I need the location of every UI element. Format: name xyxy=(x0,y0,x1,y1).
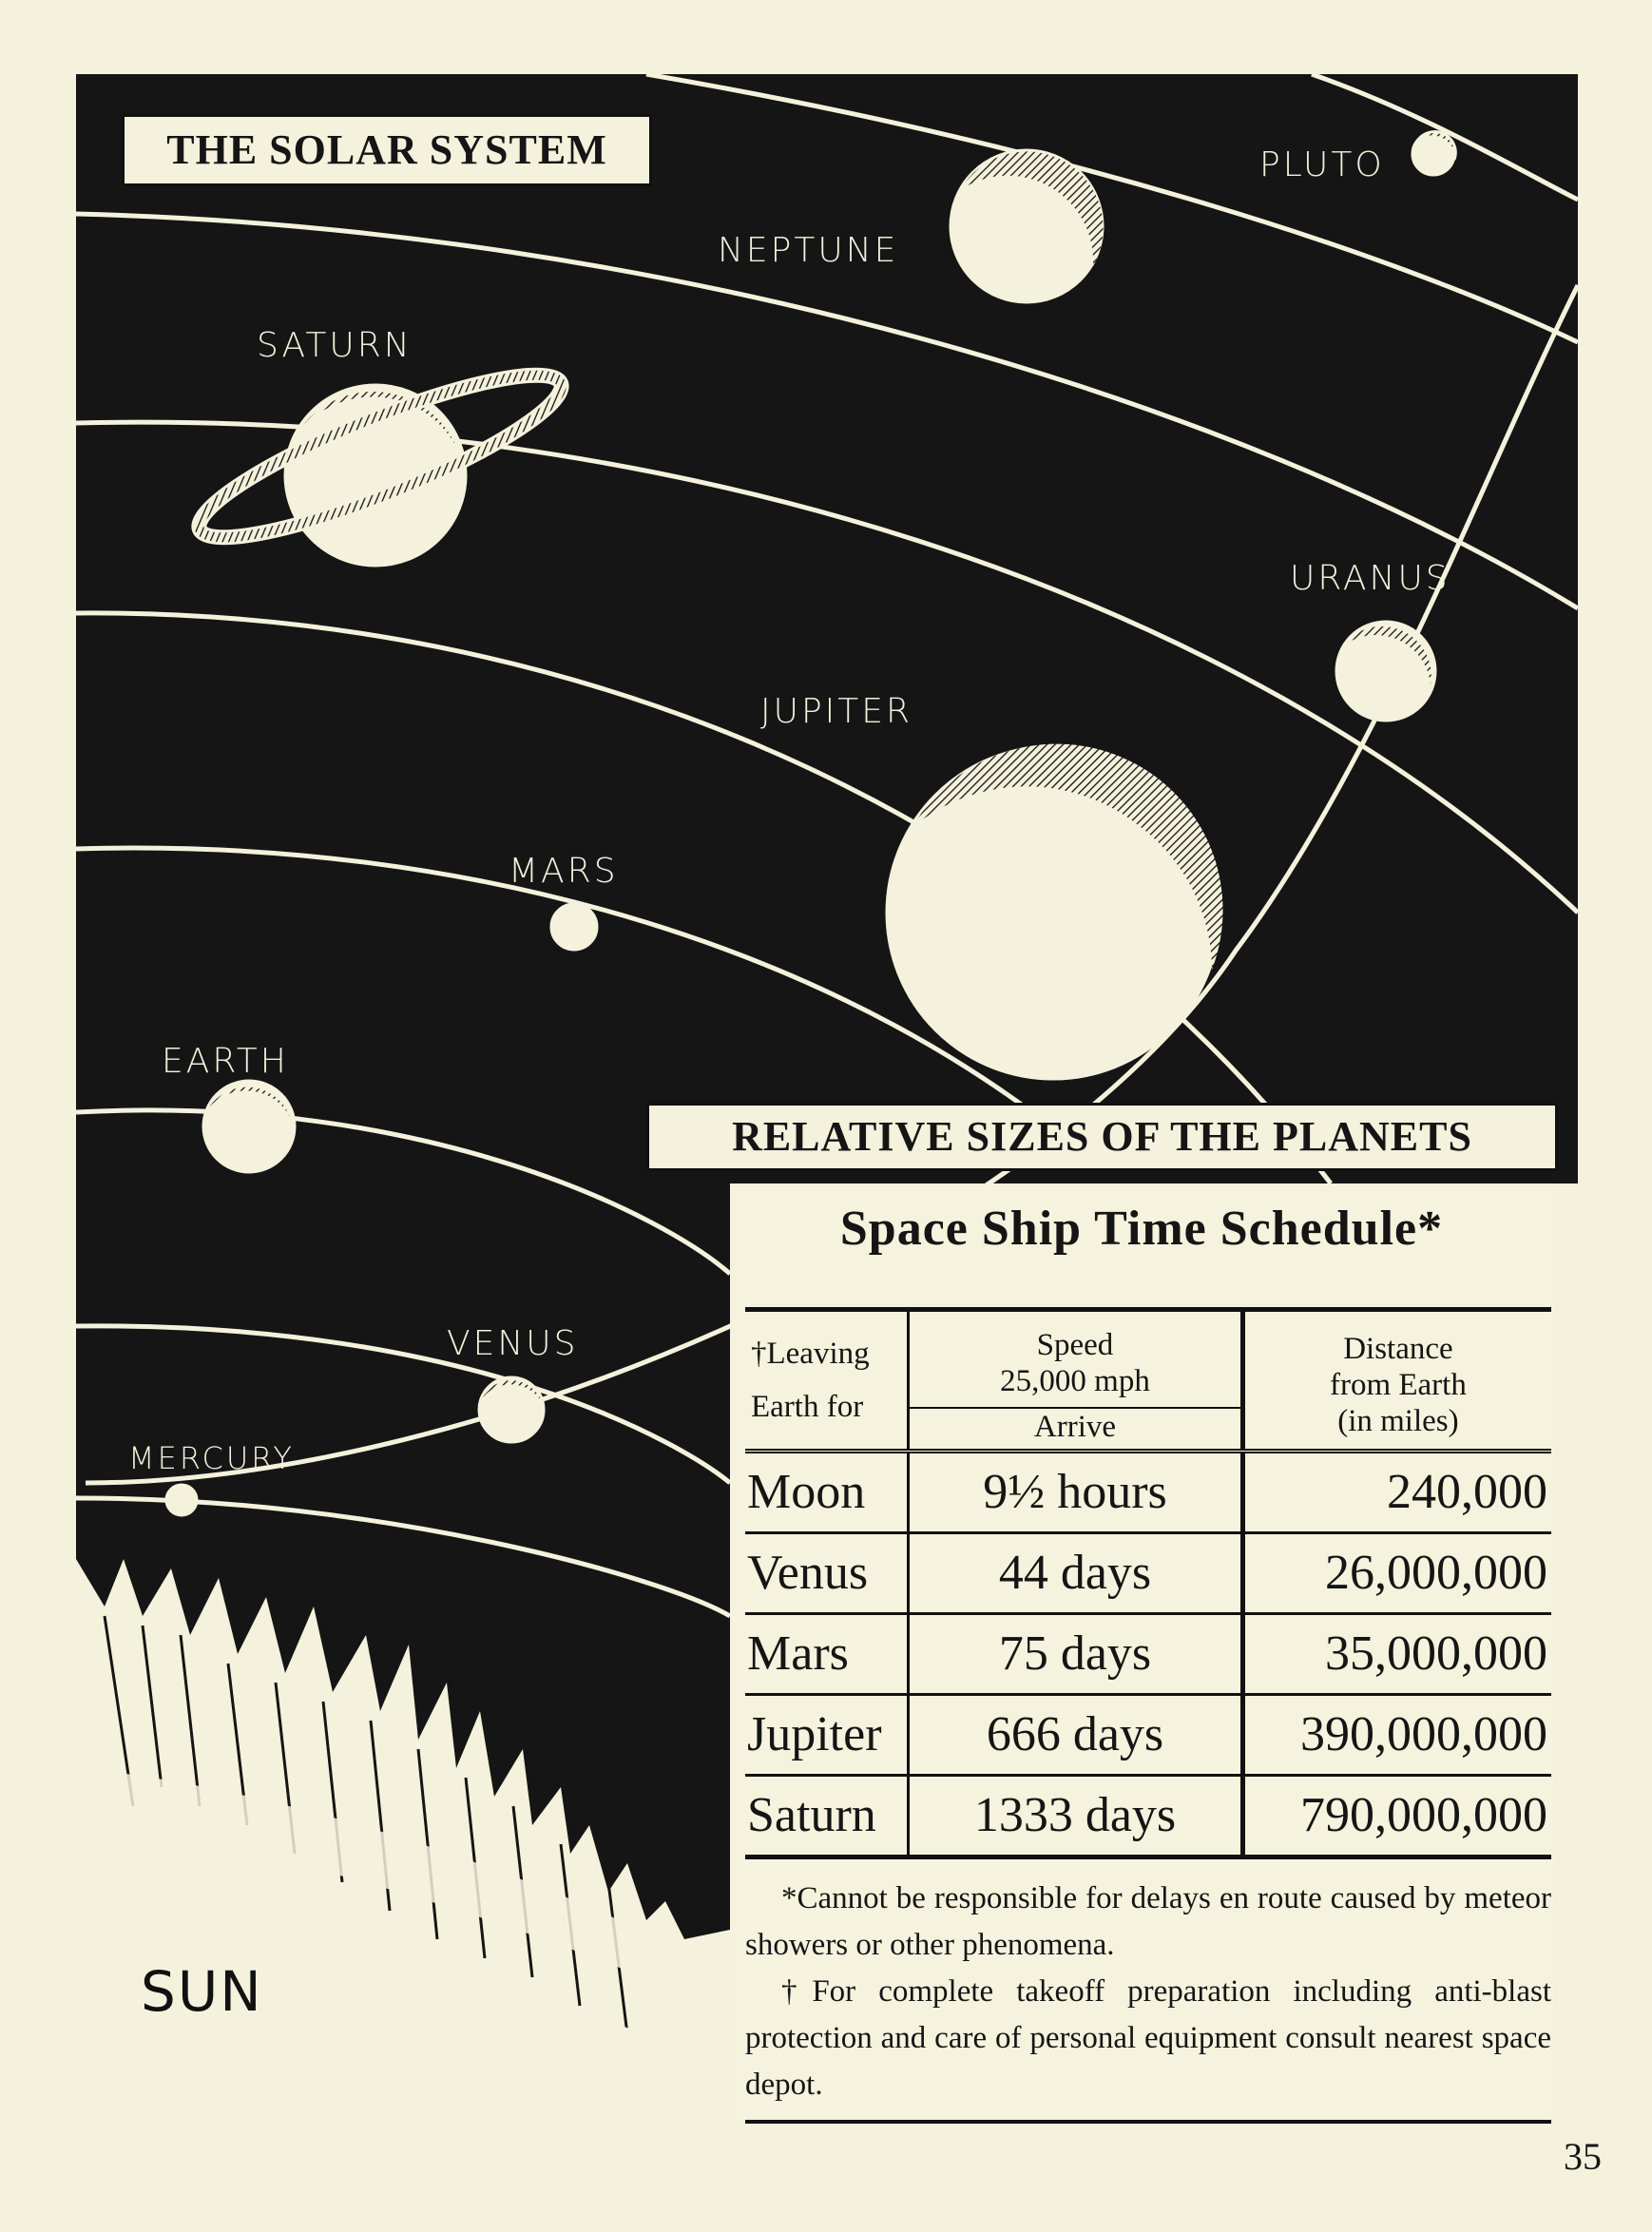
neptune-label: NEPTUNE xyxy=(718,231,899,270)
footnote-takeoff: †For complete takeoff preparation including anti-blast protection and care of personal equipment consult nearest space depot. xyxy=(745,1974,1551,2102)
leaving-header-line1: †Leaving xyxy=(751,1337,870,1371)
planet-cell: Jupiter xyxy=(745,1695,909,1776)
solar-system-title: THE SOLAR SYSTEM xyxy=(122,114,652,186)
distance-header-line2: from Earth xyxy=(1329,1368,1467,1402)
mercury-label: MERCURY xyxy=(128,1440,295,1476)
leaving-header xyxy=(745,1310,909,1452)
footnote-rule xyxy=(745,2120,1551,2124)
mars-label: MARS xyxy=(509,852,619,891)
schedule-table xyxy=(745,1307,1551,1859)
planet-cell: Saturn xyxy=(745,1776,909,1857)
page-number: 35 xyxy=(1564,2135,1602,2178)
table-row xyxy=(745,1614,1551,1695)
schedule-footnotes xyxy=(745,1876,1551,2108)
sun-label: SUN xyxy=(141,1959,263,2024)
schedule-panel xyxy=(730,1183,1553,2125)
jupiter-label: JUPITER xyxy=(760,692,913,731)
relative-sizes-title: RELATIVE SIZES OF THE PLANETS xyxy=(646,1103,1558,1171)
venus-label: VENUS xyxy=(447,1324,579,1363)
table-row xyxy=(745,1776,1551,1857)
speed-header-line2: 25,000 mph xyxy=(1000,1364,1150,1398)
distance-cell: 390,000,000 xyxy=(1242,1695,1551,1776)
leaving-header-line2: Earth for xyxy=(751,1390,864,1424)
uranus-label: URANUS xyxy=(1290,559,1450,598)
pluto-label: PLUTO xyxy=(1259,145,1385,184)
arrive-cell: 75 days xyxy=(909,1614,1243,1695)
mars-planet xyxy=(551,904,597,950)
table-row xyxy=(745,1695,1551,1776)
arrive-header: Arrive xyxy=(909,1408,1243,1452)
distance-header-line3: (in miles) xyxy=(1337,1404,1459,1438)
planet-cell: Moon xyxy=(745,1452,909,1533)
speed-header xyxy=(909,1310,1243,1409)
earth-label: EARTH xyxy=(162,1042,289,1081)
speed-header-line1: Speed xyxy=(1036,1328,1114,1362)
table-row xyxy=(745,1452,1551,1533)
distance-cell: 240,000 xyxy=(1242,1452,1551,1533)
schedule-title: Space Ship Time Schedule* xyxy=(839,1202,1444,1256)
arrive-cell: 9½ hours xyxy=(909,1452,1243,1533)
distance-cell: 790,000,000 xyxy=(1242,1776,1551,1857)
distance-cell: 35,000,000 xyxy=(1242,1614,1551,1695)
distance-cell: 26,000,000 xyxy=(1242,1533,1551,1614)
saturn-label: SATURN xyxy=(257,326,413,365)
distance-header-line1: Distance xyxy=(1343,1332,1453,1366)
mercury-planet xyxy=(166,1485,197,1515)
distance-header xyxy=(1242,1310,1551,1452)
footnote-delays: *Cannot be responsible for delays en route caused by meteor showers or other phenomena. xyxy=(745,1881,1551,1962)
earth-planet xyxy=(203,1081,295,1172)
arrive-cell: 44 days xyxy=(909,1533,1243,1614)
planet-cell: Venus xyxy=(745,1533,909,1614)
arrive-cell: 1333 days xyxy=(909,1776,1243,1857)
venus-planet xyxy=(479,1377,544,1442)
planet-cell: Mars xyxy=(745,1614,909,1695)
arrive-cell: 666 days xyxy=(909,1695,1243,1776)
uranus-planet xyxy=(1336,622,1435,721)
table-row xyxy=(745,1533,1551,1614)
